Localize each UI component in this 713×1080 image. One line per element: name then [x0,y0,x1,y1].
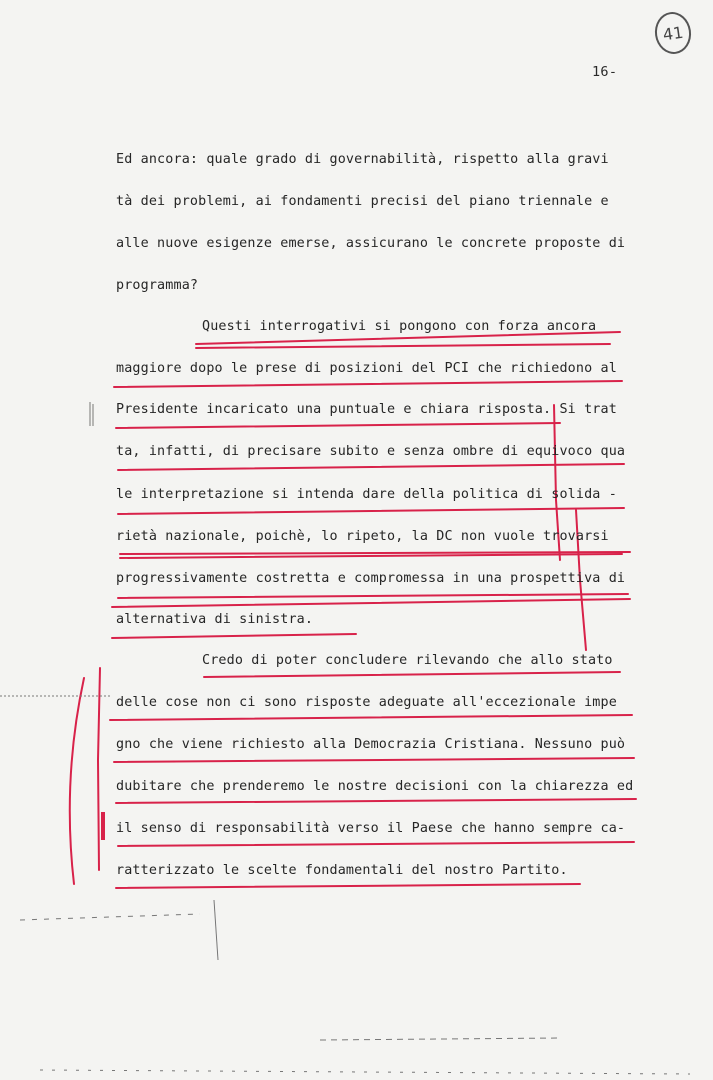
underline [118,508,624,514]
scan-mark [20,914,200,920]
text-line: Questi interrogativi si pongono con forza ancora [202,319,597,334]
text-line: progressivamente costretta e compromessa in una prospettiva di [116,571,626,586]
text-line: gno che viene richiesto alla Democrazia Cristiana. Nessuno può [116,737,626,752]
page-number: 16- [592,64,618,80]
text-line: alternativa di sinistra. [116,612,314,627]
text-line: tà dei problemi, ai fondamenti precisi del piano triennale e [116,194,609,209]
text-line: ratterizzato le scelte fondamentali del nostro Partito. [116,863,568,878]
stamp-number: 41 [661,22,685,44]
text-line: alle nuove esigenze emerse, assicurano le concrete proposte di [116,236,626,251]
underline [118,464,624,470]
underline [114,381,622,387]
underline [112,634,356,638]
text-line: delle cose non ci sono risposte adeguate all'eccezionale impe [116,695,617,710]
underline [196,344,610,348]
text-line: programma? [116,278,199,293]
text-line: ta, infatti, di precisare subito e senza ombre di equivoco qua [116,444,626,459]
margin-bracket [70,678,84,884]
underline [116,799,636,803]
underline [110,715,632,720]
text-line: Ed ancora: quale grado di governabilità, rispetto alla gravi [116,152,609,167]
underline [112,599,630,607]
underline [120,552,630,554]
text-line: il senso di responsabilità verso il Paese che hanno sempre ca- [116,821,626,836]
text-line: dubitare che prenderemo le nostre decisioni con la chiarezza ed [116,779,634,794]
scan-mark [320,1038,560,1040]
text-line: Credo di poter concludere rilevando che allo stato [202,653,613,668]
scan-mark [40,1070,690,1074]
underline [114,758,634,762]
underline [118,594,628,598]
archive-stamp [652,10,693,57]
underline [116,423,560,428]
text-line: Presidente incaricato una puntuale e chiara risposta. Si trat [116,402,617,417]
text-line: maggiore dopo le prese di posizioni del PCI che richiedono al [116,361,617,376]
underline [116,884,580,888]
text-line: le interpretazione si intenda dare della politica di solida - [116,487,617,502]
margin-bracket [98,668,100,870]
text-line: rietà nazionale, poichè, lo ripeto, la DC non vuole trovarsi [116,529,609,544]
scan-mark [214,900,218,960]
underline [120,554,622,558]
underline [118,842,634,846]
